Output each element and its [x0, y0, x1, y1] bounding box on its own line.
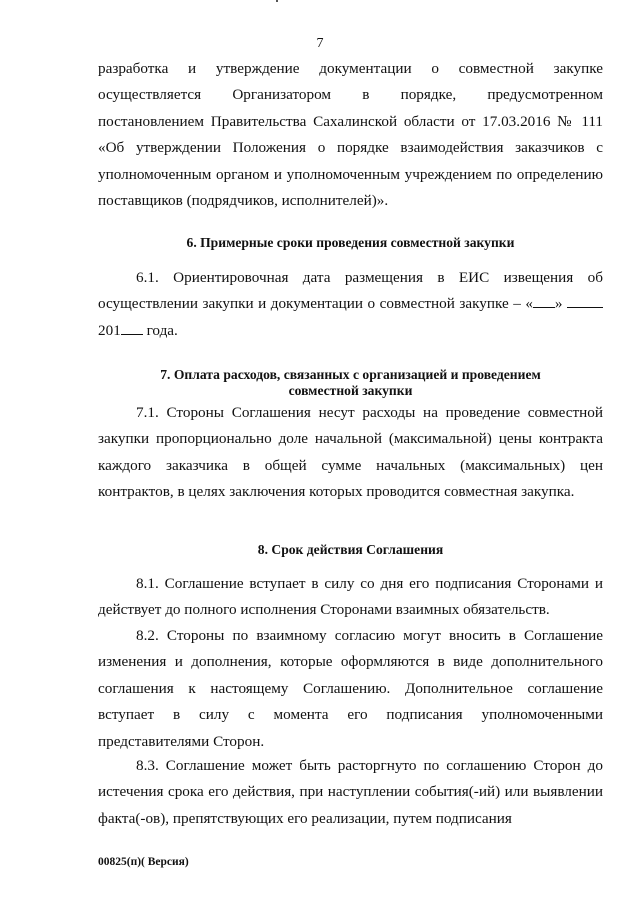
date-month-blank — [567, 295, 603, 308]
section-8-paragraph-2: 8.2. Стороны по взаимному согласию могут вносить в Соглашение изменения и дополнения, которые оформляются в виде дополнительного соглашения к настоящему Соглашению. Дополнительное соглашение вступает в силу с момента его подписания уполномоченными представителями Сторон. — [98, 627, 603, 750]
date-year-prefix: 201 — [98, 321, 121, 339]
document-code-footer: 00825(п)( Версия) — [98, 856, 189, 868]
page-number: 7 — [316, 36, 324, 51]
section-7-heading-line-1: 7. Оплата расходов, связанных с организацией и проведением — [160, 367, 541, 382]
date-sentence: 6.1. Ориентировочная дата размещения в ЕИС извещения об осуществлении закупки и документации о совместной закупке – — [98, 269, 603, 313]
date-year-suffix: года. — [146, 321, 178, 339]
date-quote-open: « — [525, 295, 533, 313]
section-8-paragraph-1: 8.1. Соглашение вступает в силу со дня его подписания Сторонами и действует до полного исполнения Сторонами взаимных обязательств. — [98, 575, 603, 619]
date-year-blank — [121, 322, 143, 335]
section-7-heading-line-2: совместной закупки — [288, 383, 413, 398]
date-day-blank — [533, 295, 555, 308]
scan-mark — [276, 0, 278, 2]
intro-paragraph: разработка и утверждение документации о совместной закупке осуществляется Организатором в порядке, предусмотренном постановлением Правительства Сахалинской области от 17.03.2016 № 111 «Об утверждении Положения о порядке взаимодействия заказчиков с уполномоченным органом и уполномоченным учреждением по определению поставщиков (подрядчиков, исполнителей)». — [98, 60, 603, 210]
section-7-paragraph-1: 7.1. Стороны Соглашения несут расходы на проведение совместной закупки пропорционально доле начальной (максимальной) цены контракта каждого заказчика в общей сумме начальных (максимальных) цен контрактов, в целях заключения которых проводится совместная закупка. — [98, 404, 603, 501]
date-quote-close: » — [554, 295, 563, 313]
section-8-paragraph-3: 8.3. Соглашение может быть расторгнуто по соглашению Сторон до истечения срока его действия, при наступлении события(-ий) или выявлении факта(-ов), препятствующих его реализации, путем подписания — [98, 757, 603, 827]
section-8-heading: 8. Срок действия Соглашения — [257, 542, 444, 557]
section-6-paragraph-1 — [98, 265, 603, 344]
section-7-heading — [98, 367, 603, 399]
section-6-heading: 6. Примерные сроки проведения совместной закупки — [186, 235, 515, 250]
